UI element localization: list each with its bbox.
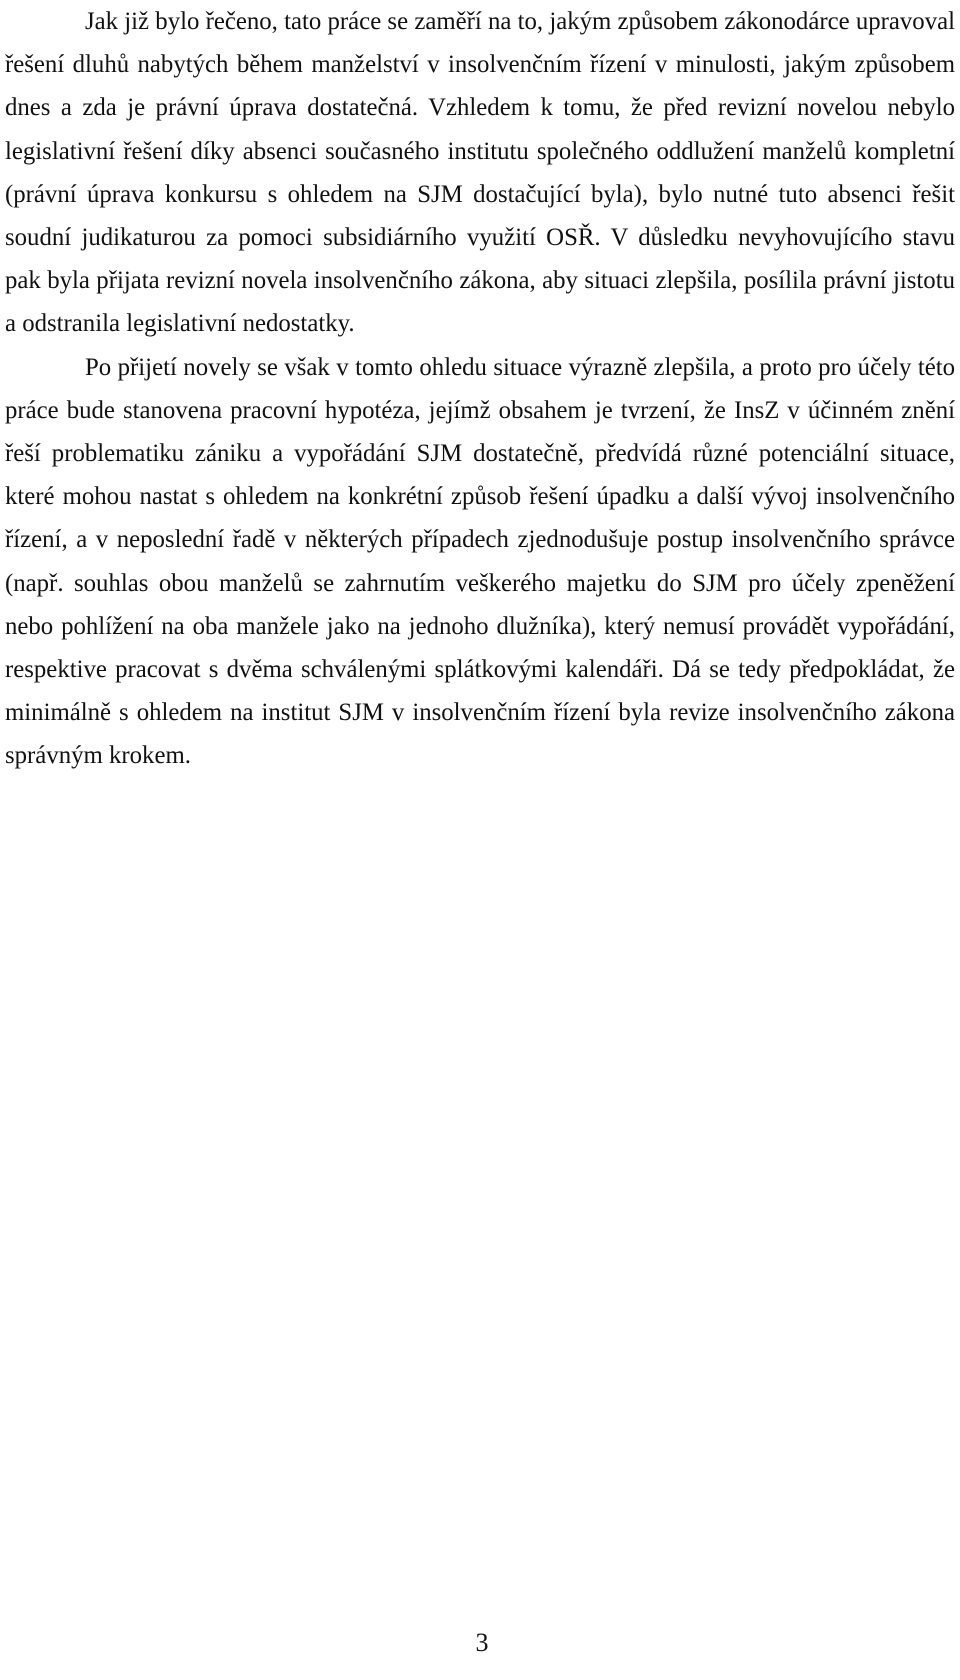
- body-text: [5, 0, 955, 778]
- paragraph-1: Jak již bylo řečeno, tato práce se zaměří na to, jakým způsobem zákonodárce upravoval řešení dluhů nabytých během manželství v insolvenčním řízení v minulosti, jakým způsobem dnes a zda je právní úprava dostatečná. Vzhledem k tomu, že před revizní novelou nebylo legislativní řešení díky absenci současného institutu společného oddlužení manželů kompletní (právní úprava konkursu s ohledem na SJM dostačující byla), bylo nutné tuto absenci řešit soudní judikaturou za pomoci subsidiárního využití OSŘ. V důsledku nevyhovujícího stavu pak byla přijata revizní novela insolvenčního zákona, aby situaci zlepšila, posílila právní jistotu a odstranila legislativní nedostatky.: [5, 8, 955, 338]
- paragraph-2: Po přijetí novely se však v tomto ohledu situace výrazně zlepšila, a proto pro účely této práce bude stanovena pracovní hypotéza, jejímž obsahem je tvrzení, že InsZ v účinném znění řeší problematiku zániku a vypořádání SJM dostatečně, předvídá různé potenciální situace, které mohou nastat s ohledem na konkrétní způsob řešení úpadku a další vývoj insolvenčního řízení, a v neposlední řadě v některých případech zjednodušuje postup insolvenčního správce (např. souhlas obou manželů se zahrnutím veškerého majetku do SJM pro účely zpeněžení nebo pohlížení na oba manžele jako na jednoho dlužníka), který nemusí provádět vypořádání, respektive pracovat s dvěma schválenými splátkovými kalendáři. Dá se tedy předpokládat, že minimálně s ohledem na institut SJM v insolvenčním řízení byla revize insolvenčního zákona správným krokem.: [5, 353, 955, 770]
- page-number: 3: [475, 1628, 489, 1657]
